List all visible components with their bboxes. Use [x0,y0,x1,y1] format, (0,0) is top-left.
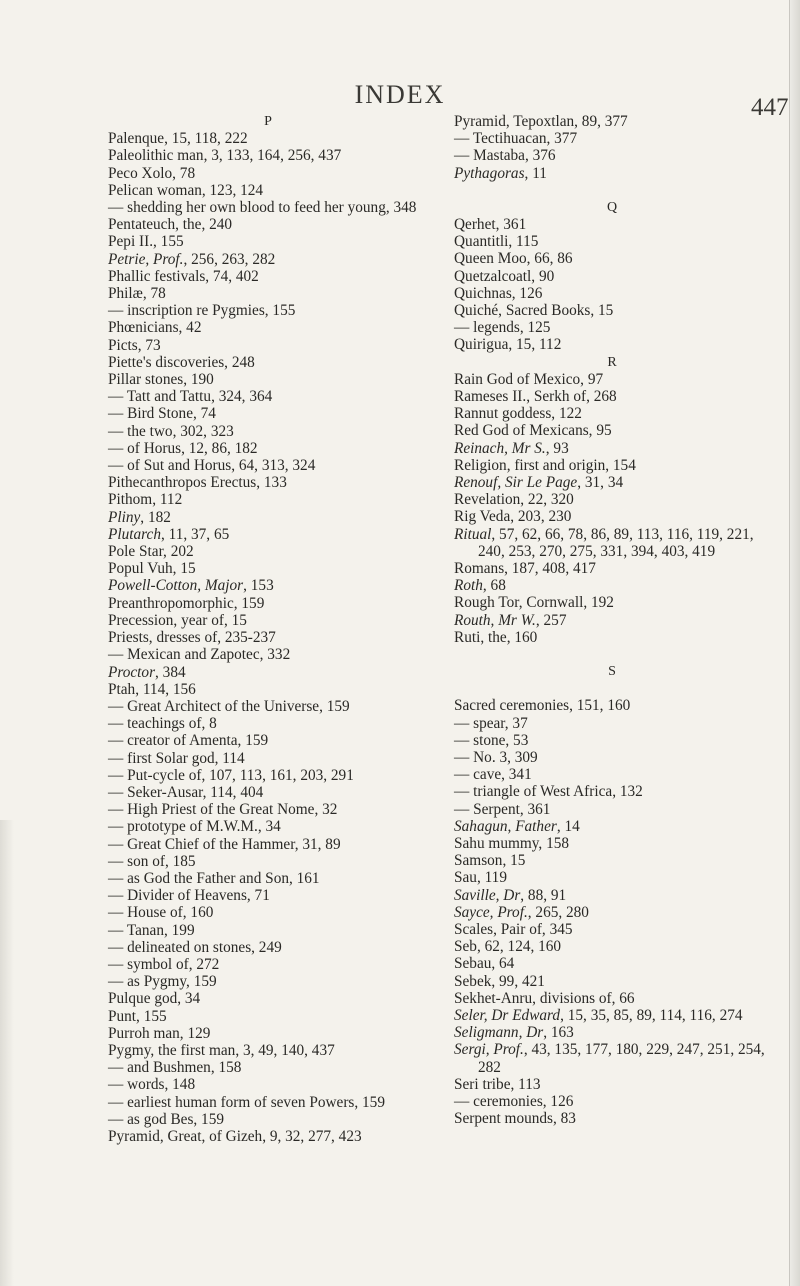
index-entry: — Seker-Ausar, 114, 404 [108,783,264,801]
entry-pages: , 153 [243,577,274,595]
entry-author: Powell-Cotton, Major [108,577,244,595]
index-entry [454,904,770,921]
index-entry: — son of, 185 [108,852,196,870]
index-entry: — as god Bes, 159 [108,1110,224,1128]
entry-pages: , 88, 91 [520,886,567,904]
entry-author: Seligmann, Dr [454,1024,544,1042]
index-entry: — Great Architect of the Universe, 159 [108,697,350,715]
index-entry: Sekhet-Anru, divisions of, 66 [454,989,635,1007]
index-entry: Pepi II., 155 [108,233,184,251]
entry-author: Sayce, Prof. [454,903,528,921]
index-entry: Sacred ceremonies, 151, 160 [454,697,631,715]
index-entry: — cave, 341 [454,766,532,784]
binding-shadow [0,820,14,1286]
index-entry: — symbol of, 272 [108,955,220,973]
index-entry: Paleolithic man, 3, 133, 164, 256, 437 [108,147,342,165]
entry-author: Pythagoras [454,164,525,182]
index-entry: Seb, 62, 124, 160 [454,938,562,956]
entry-pages: , 31, 34 [577,474,624,492]
index-entry: Phallic festivals, 74, 402 [108,267,259,285]
index-entry: Popul Vuh, 15 [108,560,196,578]
entry-pages: , 11, 37, 65 [160,525,230,543]
index-entry: Rain God of Mexico, 97 [454,370,604,388]
index-entry: — and Bushmen, 158 [108,1059,242,1077]
index-entry: — as God the Father and Son, 161 [108,869,320,887]
index-entry: Rough Tor, Cornwall, 192 [454,594,614,612]
index-entry: Pithecanthropos Erectus, 133 [108,474,287,492]
index-entry: — creator of Amenta, 159 [108,732,269,750]
entry-author: Ritual [454,525,492,543]
index-entry: Red God of Mexicans, 95 [454,422,612,440]
entry-pages: , 257 [535,611,567,629]
index-entry: Priests, dresses of, 235-237 [108,629,276,647]
spacer [454,182,770,199]
entry-pages: , 256, 263, 282 [183,250,276,268]
index-entry: Rig Veda, 203, 230 [454,508,572,526]
index-entry: — Put-cycle of, 107, 113, 161, 203, 291 [108,766,354,784]
index-entry: — stone, 53 [454,731,529,749]
index-entry: — Great Chief of the Hammer, 31, 89 [108,835,341,853]
index-entry: — words, 148 [108,1076,196,1094]
index-entry: Qerhet, 361 [454,216,527,234]
index-entry: — the two, 302, 323 [108,422,234,440]
index-entry [108,577,428,594]
index-entry: Pyramid, Tepoxtlan, 89, 377 [454,113,628,130]
entry-author: Sahagun, Father [454,817,557,835]
index-entry: Sahu mummy, 158 [454,834,570,852]
index-entry: — spear, 37 [454,714,528,732]
index-entry: — House of, 160 [108,904,214,922]
index-entry: — earliest human form of seven Powers, 159 [108,1093,385,1111]
index-entry [454,818,770,835]
index-entry [454,440,770,457]
entry-pages: , 182 [140,508,171,526]
section-letter: R [607,354,617,370]
index-entry: Pillar stones, 190 [108,371,214,389]
index-entry: — legends, 125 [454,319,551,337]
index-entry: — Divider of Heavens, 71 [108,887,270,905]
entry-author: Petrie, Prof. [108,250,184,268]
index-entry: Sebek, 99, 421 [454,972,545,990]
entry-author: Sergi, Prof. [454,1041,524,1059]
section-letter: P [264,114,272,129]
index-entry: Quirigua, 15, 112 [454,336,562,354]
index-entry: Pulque god, 34 [108,990,201,1008]
entry-pages: , 57, 62, 66, 78, 86, 89, 113, 116, 119, 221, 240, 253, 270, 275, 331, 394, 403, 419 [478,525,754,560]
index-entry: — Tectihuacan, 377 [454,130,578,148]
index-entry [454,887,770,904]
entry-pages: , 11 [524,164,547,182]
index-entry: Peco Xolo, 78 [108,164,196,182]
index-entry: Pentateuch, the, 240 [108,216,233,234]
index-entry: — Serpent, 361 [454,800,551,818]
index-entry: Picts, 73 [108,336,161,354]
spacer [454,646,770,663]
spacer [454,680,770,697]
index-entry: Purroh man, 129 [108,1024,211,1042]
index-entry [454,1007,770,1024]
entry-author: Pliny [108,508,141,526]
index-entry: — High Priest of the Great Nome, 32 [108,801,338,819]
index-entry: Seri tribe, 113 [454,1075,541,1093]
index-entry: — Tanan, 199 [108,921,195,939]
index-entry [454,474,770,491]
index-entry: Scales, Pair of, 345 [454,920,573,938]
entry-author: Seler, Dr Edward [454,1006,561,1024]
index-entry: Philæ, 78 [108,285,166,303]
index-entry: Pygmy, the first man, 3, 49, 140, 437 [108,1041,335,1059]
index-entry: — of Horus, 12, 86, 182 [108,439,258,457]
section-letter: Q [606,199,618,215]
index-column-right [454,113,770,1127]
index-entry: Rannut goddess, 122 [454,405,582,423]
section-letter: S [608,664,616,680]
index-entry: Rameses II., Serkh of, 268 [454,388,617,406]
index-entry: Ptah, 114, 156 [108,680,196,698]
entry-pages: , 163 [543,1024,574,1042]
entry-pages: , 93 [545,439,569,457]
index-entry [454,612,770,629]
entry-author: Saville, Dr [454,886,521,904]
index-entry: Piette's discoveries, 248 [108,353,255,371]
index-entry: Quiché, Sacred Books, 15 [454,302,614,320]
index-entry: Ruti, the, 160 [454,628,538,646]
entry-author: Routh, Mr W. [454,611,536,629]
entry-pages: , 384 [155,663,186,681]
index-entry: Pyramid, Great, of Gizeh, 9, 32, 277, 423 [108,1127,362,1145]
index-entry [108,251,428,268]
index-entry: Sebau, 64 [454,955,515,973]
index-entry [454,526,770,560]
page-edge-line [789,0,790,1286]
index-entry: Pelican woman, 123, 124 [108,181,264,199]
index-entry [108,664,428,681]
index-entry: Queen Moo, 66, 86 [454,250,573,268]
entry-pages: , 68 [482,577,506,595]
entry-author: Roth [454,577,483,595]
index-entry: Serpent mounds, 83 [454,1110,576,1128]
index-entry: Romans, 187, 408, 417 [454,560,596,578]
entry-author: Plutarch [108,525,161,543]
index-entry: Pole Star, 202 [108,543,194,561]
index-entry: Religion, first and origin, 154 [454,456,636,474]
index-entry: — Mastaba, 376 [454,147,556,165]
index-entry: Palenque, 15, 118, 222 [108,130,248,148]
entry-pages: , 14 [556,817,580,835]
index-entry: — Bird Stone, 74 [108,405,216,423]
index-entry: — shedding her own blood to feed her young, 348 [108,199,417,217]
index-entry: — triangle of West Africa, 132 [454,783,643,801]
index-column-left [108,113,428,1145]
index-entry [454,1041,770,1075]
index-entry: Sau, 119 [454,869,507,887]
index-entry: Punt, 155 [108,1007,167,1025]
index-entry [108,509,428,526]
index-entry [454,1024,770,1041]
entry-pages: , 265, 280 [527,903,589,921]
index-entry: Quantitli, 115 [454,233,539,251]
index-entry: Preanthropomorphic, 159 [108,594,265,612]
entry-author: Reinach, Mr S. [454,439,546,457]
entry-author: Proctor [108,663,156,681]
index-entry: — first Solar god, 114 [108,749,245,767]
index-entry: Quichnas, 126 [454,284,543,302]
entry-pages: , 43, 135, 177, 180, 229, 247, 251, 254, 282 [478,1041,765,1076]
index-entry [108,526,428,543]
index-entry [454,577,770,594]
entry-pages: , 15, 35, 85, 89, 114, 116, 274 [560,1006,743,1024]
page-number: 447 [751,94,789,121]
index-entry: — teachings of, 8 [108,715,217,733]
index-entry: — ceremonies, 126 [454,1092,574,1110]
index-entry: — inscription re Pygmies, 155 [108,302,296,320]
page-edge [790,0,800,1286]
index-entry: — delineated on stones, 249 [108,938,282,956]
index-entry: Phœnicians, 42 [108,319,202,337]
entry-author: Renouf, Sir Le Page [454,474,578,492]
index-entry: — Mexican and Zapotec, 332 [108,646,291,664]
index-entry [454,165,770,182]
index-entry: — as Pygmy, 159 [108,973,217,991]
index-entry: Precession, year of, 15 [108,611,247,629]
index-entry: Revelation, 22, 320 [454,491,574,509]
index-entry: — of Sut and Horus, 64, 313, 324 [108,457,316,475]
index-entry: Samson, 15 [454,852,526,870]
index-entry: — Tatt and Tattu, 324, 364 [108,388,273,406]
index-entry: — No. 3, 309 [454,748,538,766]
index-entry: Pithom, 112 [108,491,183,509]
index-entry: Quetzalcoatl, 90 [454,267,555,285]
index-entry: — prototype of M.W.M., 34 [108,818,281,836]
running-head: INDEX [354,80,446,109]
